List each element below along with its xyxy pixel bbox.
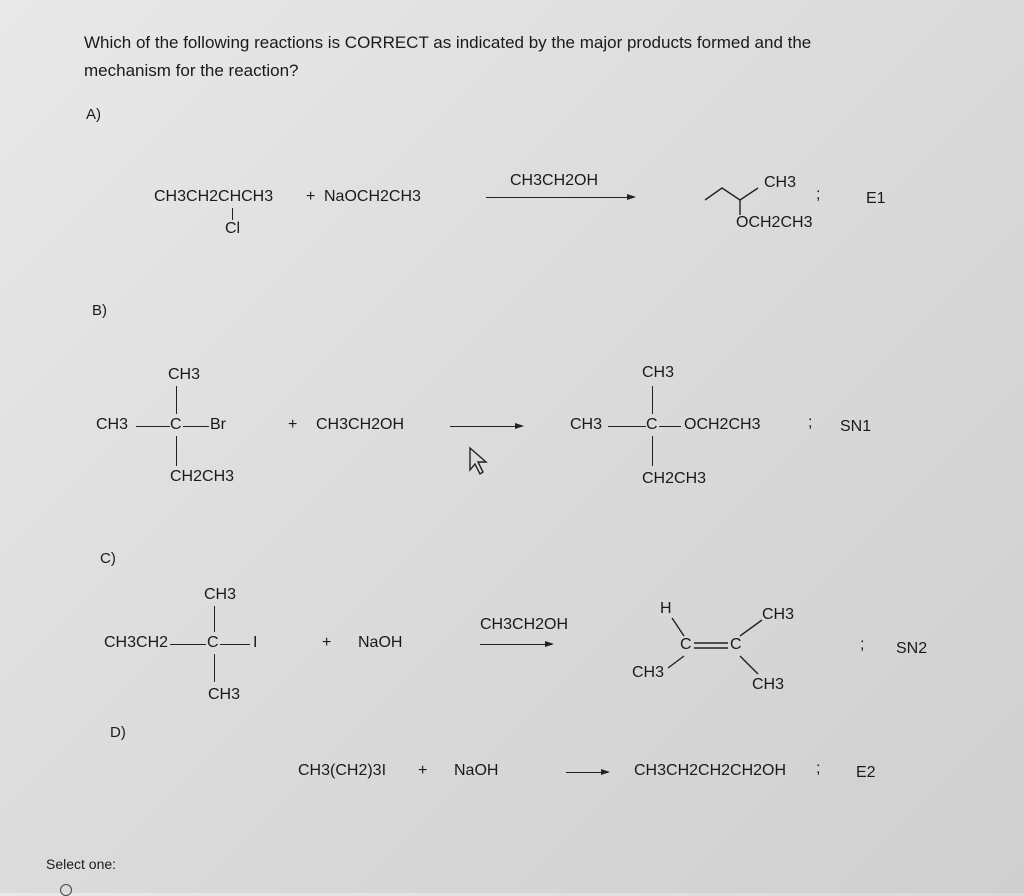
option-a-separator: ; xyxy=(816,186,821,203)
option-b-reactant-left: CH3 xyxy=(96,416,129,433)
option-a-reactant-sub: Cl xyxy=(225,220,241,237)
option-b-reactant-bottom: CH2CH3 xyxy=(170,468,235,485)
option-d-mechanism: E2 xyxy=(856,764,876,781)
option-c-label: C) xyxy=(100,550,116,567)
option-a-solvent: CH3CH2OH xyxy=(510,172,599,189)
option-c-reactant-top: CH3 xyxy=(204,586,237,603)
option-d-label: D) xyxy=(110,724,126,741)
option-d-reagent: NaOH xyxy=(454,762,499,779)
option-b-product-center: C xyxy=(646,416,658,433)
select-one-label: Select one: xyxy=(46,856,117,872)
option-b-mechanism: SN1 xyxy=(840,418,872,435)
option-a-reagent: NaOCH2CH3 xyxy=(324,188,421,205)
option-c-separator: ; xyxy=(860,636,865,653)
option-d-separator: ; xyxy=(816,760,821,777)
question-line-2: mechanism for the reaction? xyxy=(84,61,299,80)
option-a-product-bottom: OCH2CH3 xyxy=(736,214,813,231)
option-b-product-bottom: CH2CH3 xyxy=(642,470,707,487)
option-b-separator: ; xyxy=(808,414,813,431)
option-c-reagent: NaOH xyxy=(358,634,403,651)
option-b-reactant-top: CH3 xyxy=(168,366,201,383)
option-c-product-ch3-bottom-right: CH3 xyxy=(752,676,785,693)
option-a-label: A) xyxy=(86,106,101,123)
option-a-product-top: CH3 xyxy=(764,174,797,191)
option-b-product-top: CH3 xyxy=(642,364,675,381)
option-d-product: CH3CH2CH2CH2OH xyxy=(634,762,787,779)
option-c-mechanism: SN2 xyxy=(896,640,928,657)
option-b-reactant-center: C xyxy=(170,416,182,433)
option-c-reactant-right: I xyxy=(253,634,258,651)
option-a-reactant: CH3CH2CHCH3 xyxy=(154,188,274,205)
option-b-label: B) xyxy=(92,302,107,319)
option-c-product-h: H xyxy=(660,600,672,617)
option-c-reactant-left: CH3CH2 xyxy=(104,634,169,651)
option-b-reagent: CH3CH2OH xyxy=(316,416,405,433)
question-line-1: Which of the following reactions is CORRECT as indicated by the major products formed and the xyxy=(84,33,812,52)
option-c-plus: + xyxy=(322,634,332,651)
option-a-plus: + xyxy=(306,188,316,205)
option-d-plus: + xyxy=(418,762,428,779)
option-d-arrow xyxy=(566,772,608,773)
option-c-product-ch3-bottom-left: CH3 xyxy=(632,664,665,681)
option-b-plus: + xyxy=(288,416,298,433)
option-b-reactant-right: Br xyxy=(210,416,226,433)
option-c-product-c1: C xyxy=(680,636,692,653)
option-c-product-c2: C xyxy=(730,636,742,653)
option-c-reactant-center: C xyxy=(207,634,219,651)
option-b-product-left: CH3 xyxy=(570,416,603,433)
option-c-reactant-bottom: CH3 xyxy=(208,686,241,703)
option-d-reactant: CH3(CH2)3I xyxy=(298,762,387,779)
option-a-mechanism: E1 xyxy=(866,190,886,207)
option-b-product-right: OCH2CH3 xyxy=(684,416,761,433)
option-c-product-ch3-top: CH3 xyxy=(762,606,795,623)
answer-radio[interactable] xyxy=(60,884,72,896)
option-c-solvent: CH3CH2OH xyxy=(480,616,569,633)
